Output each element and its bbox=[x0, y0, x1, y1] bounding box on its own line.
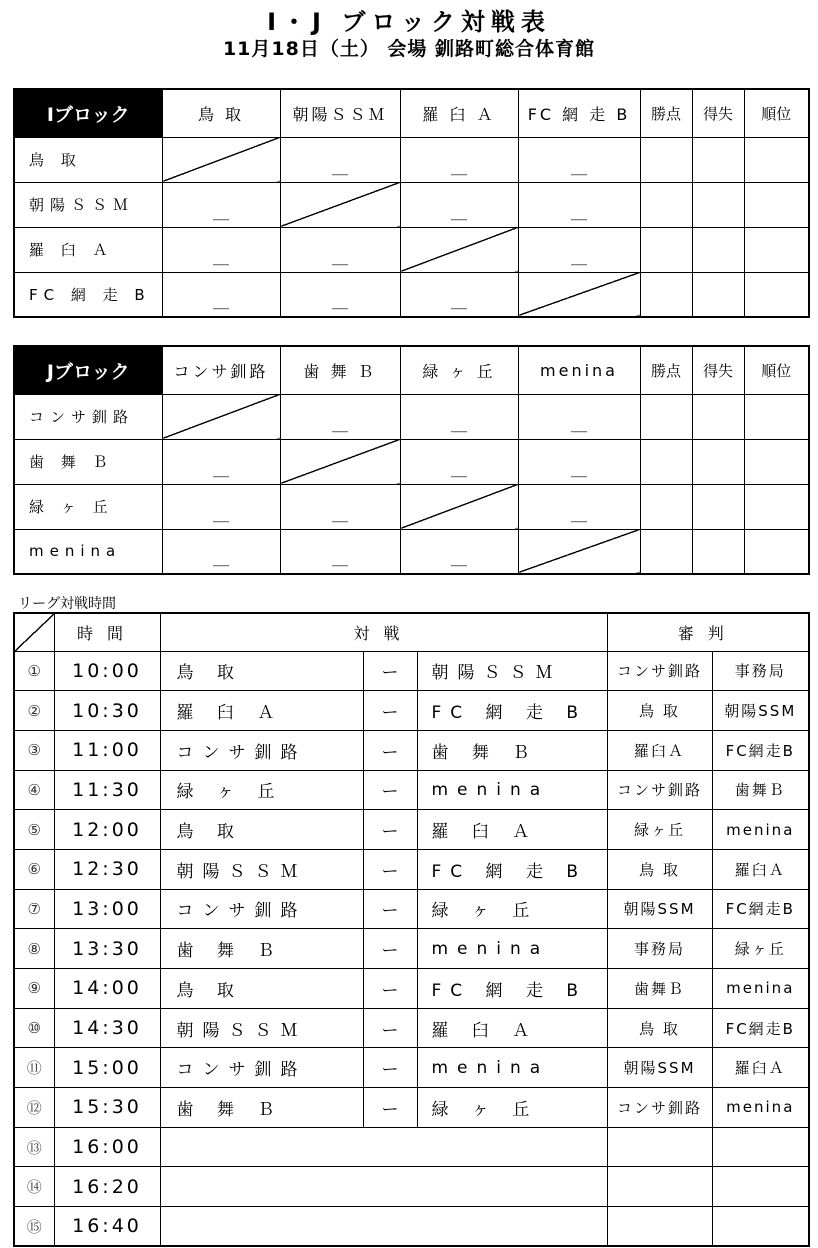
rank-cell bbox=[744, 439, 809, 484]
match-row bbox=[14, 1008, 809, 1048]
result-cell: ＿ bbox=[518, 182, 640, 227]
match-number: ② bbox=[14, 691, 54, 731]
away-team: FC 網 走 B bbox=[417, 691, 607, 731]
match-time: 13:00 bbox=[54, 889, 160, 929]
match-number: ⑧ bbox=[14, 929, 54, 969]
versus-separator: ー bbox=[363, 889, 417, 929]
result-cell: ＿ bbox=[518, 439, 640, 484]
points-cell bbox=[640, 272, 692, 317]
referee-header: 審判 bbox=[607, 613, 809, 651]
block-i-label: Iブロック bbox=[14, 89, 162, 137]
match-number: ⑫ bbox=[14, 1088, 54, 1128]
match-time: 14:30 bbox=[54, 1008, 160, 1048]
empty-match-cell bbox=[160, 1127, 607, 1167]
away-team: 羅 臼 Ａ bbox=[417, 810, 607, 850]
match-time: 11:30 bbox=[54, 770, 160, 810]
block-j-row-team: コンサ釧路 bbox=[14, 394, 162, 439]
result-cell: ＿ bbox=[280, 529, 400, 574]
empty-referee-cell bbox=[712, 1167, 809, 1207]
referee-2: 羅臼Ａ bbox=[712, 1048, 809, 1088]
away-team: 朝陽ＳＳＭ bbox=[417, 651, 607, 691]
match-header: 対戦 bbox=[160, 613, 607, 651]
match-row bbox=[14, 969, 809, 1009]
empty-match-cell bbox=[160, 1167, 607, 1207]
result-cell: ＿ bbox=[280, 137, 400, 182]
away-team: FC 網 走 B bbox=[417, 969, 607, 1009]
time-header: 時間 bbox=[54, 613, 160, 651]
match-number: ⑦ bbox=[14, 889, 54, 929]
match-time: 10:30 bbox=[54, 691, 160, 731]
result-cell: ＿ bbox=[518, 394, 640, 439]
match-number: ⑪ bbox=[14, 1048, 54, 1088]
goal-diff-cell bbox=[692, 182, 744, 227]
versus-separator: ー bbox=[363, 770, 417, 810]
away-team: menina bbox=[417, 770, 607, 810]
block-j-col-1: コンサ釧路 bbox=[162, 346, 280, 394]
schedule-table bbox=[13, 612, 810, 1247]
match-number: ③ bbox=[14, 730, 54, 770]
referee-1: 歯舞Ｂ bbox=[607, 969, 712, 1009]
points-cell bbox=[640, 529, 692, 574]
schedule-label: リーグ対戦時間 bbox=[18, 596, 116, 612]
home-team: 羅 臼 Ａ bbox=[160, 691, 363, 731]
referee-2: FC網走B bbox=[712, 730, 809, 770]
block-i-col-2: 朝陽ＳＳＭ bbox=[280, 89, 400, 137]
slot-time: 16:00 bbox=[54, 1127, 160, 1167]
away-team: menina bbox=[417, 1048, 607, 1088]
match-time: 15:30 bbox=[54, 1088, 160, 1128]
match-time: 12:30 bbox=[54, 849, 160, 889]
versus-separator: ー bbox=[363, 849, 417, 889]
referee-1: 羅臼Ａ bbox=[607, 730, 712, 770]
goal-diff-cell bbox=[692, 394, 744, 439]
block-j-table bbox=[13, 345, 810, 575]
referee-1: コンサ釧路 bbox=[607, 770, 712, 810]
rank-cell bbox=[744, 182, 809, 227]
corner-cell bbox=[14, 613, 54, 651]
versus-separator: ー bbox=[363, 691, 417, 731]
block-j-label: Jブロック bbox=[14, 346, 162, 394]
page-title: I・J ブロック対戦表 bbox=[267, 8, 551, 36]
match-time: 14:00 bbox=[54, 969, 160, 1009]
away-team: menina bbox=[417, 929, 607, 969]
goal-diff-cell bbox=[692, 272, 744, 317]
referee-2: 歯舞Ｂ bbox=[712, 770, 809, 810]
home-team: コンサ釧路 bbox=[160, 1048, 363, 1088]
self-match-cell bbox=[518, 272, 640, 317]
versus-separator: ー bbox=[363, 1008, 417, 1048]
match-number: ⑨ bbox=[14, 969, 54, 1009]
block-i-row bbox=[14, 272, 809, 317]
match-number: ⑤ bbox=[14, 810, 54, 850]
goal-diff-cell bbox=[692, 227, 744, 272]
self-match-cell bbox=[400, 484, 518, 529]
block-j-col-4: menina bbox=[518, 346, 640, 394]
empty-referee-cell bbox=[712, 1127, 809, 1167]
referee-1: 鳥 取 bbox=[607, 691, 712, 731]
match-time: 11:00 bbox=[54, 730, 160, 770]
referee-1: コンサ釧路 bbox=[607, 651, 712, 691]
self-match-cell bbox=[280, 439, 400, 484]
points-cell bbox=[640, 439, 692, 484]
result-cell: ＿ bbox=[280, 272, 400, 317]
result-cell: ＿ bbox=[518, 227, 640, 272]
block-i-goal-diff-header: 得失 bbox=[692, 89, 744, 137]
result-cell: ＿ bbox=[400, 529, 518, 574]
result-cell: ＿ bbox=[280, 227, 400, 272]
result-cell: ＿ bbox=[400, 272, 518, 317]
block-j-row bbox=[14, 439, 809, 484]
rank-cell bbox=[744, 529, 809, 574]
block-i-row bbox=[14, 182, 809, 227]
block-i-row-team: 朝陽ＳＳＭ bbox=[14, 182, 162, 227]
block-j-rank-header: 順位 bbox=[744, 346, 809, 394]
rank-cell bbox=[744, 227, 809, 272]
self-match-cell bbox=[280, 182, 400, 227]
home-team: コンサ釧路 bbox=[160, 730, 363, 770]
page-subtitle: 11月18日（土） 会場 釧路町総合体育館 bbox=[222, 38, 596, 60]
rank-cell bbox=[744, 394, 809, 439]
match-row bbox=[14, 1048, 809, 1088]
result-cell: ＿ bbox=[400, 137, 518, 182]
match-number: ⑥ bbox=[14, 849, 54, 889]
referee-1: 事務局 bbox=[607, 929, 712, 969]
result-cell: ＿ bbox=[400, 439, 518, 484]
goal-diff-cell bbox=[692, 529, 744, 574]
away-team: FC 網 走 B bbox=[417, 849, 607, 889]
match-row bbox=[14, 770, 809, 810]
empty-referee-cell bbox=[607, 1207, 712, 1247]
block-i-row bbox=[14, 137, 809, 182]
goal-diff-cell bbox=[692, 137, 744, 182]
result-cell: ＿ bbox=[400, 394, 518, 439]
block-i-points-header: 勝点 bbox=[640, 89, 692, 137]
referee-1: 鳥 取 bbox=[607, 1008, 712, 1048]
home-team: 鳥 取 bbox=[160, 651, 363, 691]
points-cell bbox=[640, 182, 692, 227]
open-slot-row bbox=[14, 1127, 809, 1167]
match-row bbox=[14, 651, 809, 691]
result-cell: ＿ bbox=[518, 484, 640, 529]
match-number: ⑩ bbox=[14, 1008, 54, 1048]
match-row bbox=[14, 1088, 809, 1128]
versus-separator: ー bbox=[363, 1088, 417, 1128]
referee-2: 羅臼Ａ bbox=[712, 849, 809, 889]
block-j-goal-diff-header: 得失 bbox=[692, 346, 744, 394]
block-j-col-3: 緑 ヶ 丘 bbox=[400, 346, 518, 394]
block-i-col-1: 鳥 取 bbox=[162, 89, 280, 137]
result-cell: ＿ bbox=[162, 227, 280, 272]
slot-time: 16:20 bbox=[54, 1167, 160, 1207]
away-team: 歯 舞 Ｂ bbox=[417, 730, 607, 770]
home-team: 歯 舞 Ｂ bbox=[160, 929, 363, 969]
self-match-cell bbox=[400, 227, 518, 272]
home-team: 鳥 取 bbox=[160, 969, 363, 1009]
self-match-cell bbox=[518, 529, 640, 574]
open-slot-row bbox=[14, 1167, 809, 1207]
block-j-row-team: 緑 ヶ 丘 bbox=[14, 484, 162, 529]
block-j-row-team: 歯 舞 Ｂ bbox=[14, 439, 162, 484]
home-team: 歯 舞 Ｂ bbox=[160, 1088, 363, 1128]
match-time: 15:00 bbox=[54, 1048, 160, 1088]
empty-match-cell bbox=[160, 1207, 607, 1247]
goal-diff-cell bbox=[692, 439, 744, 484]
open-slot-row bbox=[14, 1207, 809, 1247]
versus-separator: ー bbox=[363, 651, 417, 691]
match-row bbox=[14, 691, 809, 731]
empty-referee-cell bbox=[712, 1207, 809, 1247]
away-team: 羅 臼 Ａ bbox=[417, 1008, 607, 1048]
block-i-row bbox=[14, 227, 809, 272]
result-cell: ＿ bbox=[162, 529, 280, 574]
block-i-row-team: 鳥 取 bbox=[14, 137, 162, 182]
block-j-points-header: 勝点 bbox=[640, 346, 692, 394]
referee-2: menina bbox=[712, 810, 809, 850]
referee-2: menina bbox=[712, 969, 809, 1009]
referee-1: コンサ釧路 bbox=[607, 1088, 712, 1128]
match-number: ④ bbox=[14, 770, 54, 810]
referee-2: FC網走B bbox=[712, 889, 809, 929]
goal-diff-cell bbox=[692, 484, 744, 529]
block-j-row bbox=[14, 529, 809, 574]
home-team: 鳥 取 bbox=[160, 810, 363, 850]
home-team: 緑 ヶ 丘 bbox=[160, 770, 363, 810]
slot-number: ⑬ bbox=[14, 1127, 54, 1167]
referee-2: 朝陽SSM bbox=[712, 691, 809, 731]
versus-separator: ー bbox=[363, 1048, 417, 1088]
versus-separator: ー bbox=[363, 969, 417, 1009]
referee-2: 緑ヶ丘 bbox=[712, 929, 809, 969]
block-i-row-team: FC 網 走 B bbox=[14, 272, 162, 317]
self-match-cell bbox=[162, 137, 280, 182]
result-cell: ＿ bbox=[518, 137, 640, 182]
versus-separator: ー bbox=[363, 810, 417, 850]
away-team: 緑 ヶ 丘 bbox=[417, 889, 607, 929]
versus-separator: ー bbox=[363, 730, 417, 770]
referee-2: menina bbox=[712, 1088, 809, 1128]
points-cell bbox=[640, 227, 692, 272]
match-time: 13:30 bbox=[54, 929, 160, 969]
home-team: コンサ釧路 bbox=[160, 889, 363, 929]
match-row bbox=[14, 889, 809, 929]
points-cell bbox=[640, 394, 692, 439]
rank-cell bbox=[744, 272, 809, 317]
match-number: ① bbox=[14, 651, 54, 691]
block-j-row-team: menina bbox=[14, 529, 162, 574]
result-cell: ＿ bbox=[162, 439, 280, 484]
rank-cell bbox=[744, 137, 809, 182]
match-row bbox=[14, 810, 809, 850]
home-team: 朝陽ＳＳＭ bbox=[160, 849, 363, 889]
slot-time: 16:40 bbox=[54, 1207, 160, 1247]
referee-1: 緑ヶ丘 bbox=[607, 810, 712, 850]
match-time: 10:00 bbox=[54, 651, 160, 691]
slot-number: ⑮ bbox=[14, 1207, 54, 1247]
rank-cell bbox=[744, 484, 809, 529]
schedule-body bbox=[14, 651, 809, 1246]
empty-referee-cell bbox=[607, 1127, 712, 1167]
self-match-cell bbox=[162, 394, 280, 439]
referee-1: 朝陽SSM bbox=[607, 1048, 712, 1088]
block-i-row-team: 羅 臼 Ａ bbox=[14, 227, 162, 272]
away-team: 緑 ヶ 丘 bbox=[417, 1088, 607, 1128]
block-i-table bbox=[13, 88, 810, 318]
result-cell: ＿ bbox=[280, 484, 400, 529]
points-cell bbox=[640, 137, 692, 182]
empty-referee-cell bbox=[607, 1167, 712, 1207]
block-j-row bbox=[14, 484, 809, 529]
referee-2: FC網走B bbox=[712, 1008, 809, 1048]
versus-separator: ー bbox=[363, 929, 417, 969]
result-cell: ＿ bbox=[400, 182, 518, 227]
result-cell: ＿ bbox=[280, 394, 400, 439]
match-time: 12:00 bbox=[54, 810, 160, 850]
points-cell bbox=[640, 484, 692, 529]
block-j-col-2: 歯 舞 Ｂ bbox=[280, 346, 400, 394]
block-i-col-4: FC 網 走 B bbox=[518, 89, 640, 137]
home-team: 朝陽ＳＳＭ bbox=[160, 1008, 363, 1048]
match-row bbox=[14, 929, 809, 969]
block-i-col-3: 羅 臼 Ａ bbox=[400, 89, 518, 137]
referee-1: 鳥 取 bbox=[607, 849, 712, 889]
match-row bbox=[14, 849, 809, 889]
slot-number: ⑭ bbox=[14, 1167, 54, 1207]
result-cell: ＿ bbox=[162, 272, 280, 317]
block-j-row bbox=[14, 394, 809, 439]
match-row bbox=[14, 730, 809, 770]
block-i-rank-header: 順位 bbox=[744, 89, 809, 137]
referee-1: 朝陽SSM bbox=[607, 889, 712, 929]
result-cell: ＿ bbox=[162, 484, 280, 529]
referee-2: 事務局 bbox=[712, 651, 809, 691]
result-cell: ＿ bbox=[162, 182, 280, 227]
